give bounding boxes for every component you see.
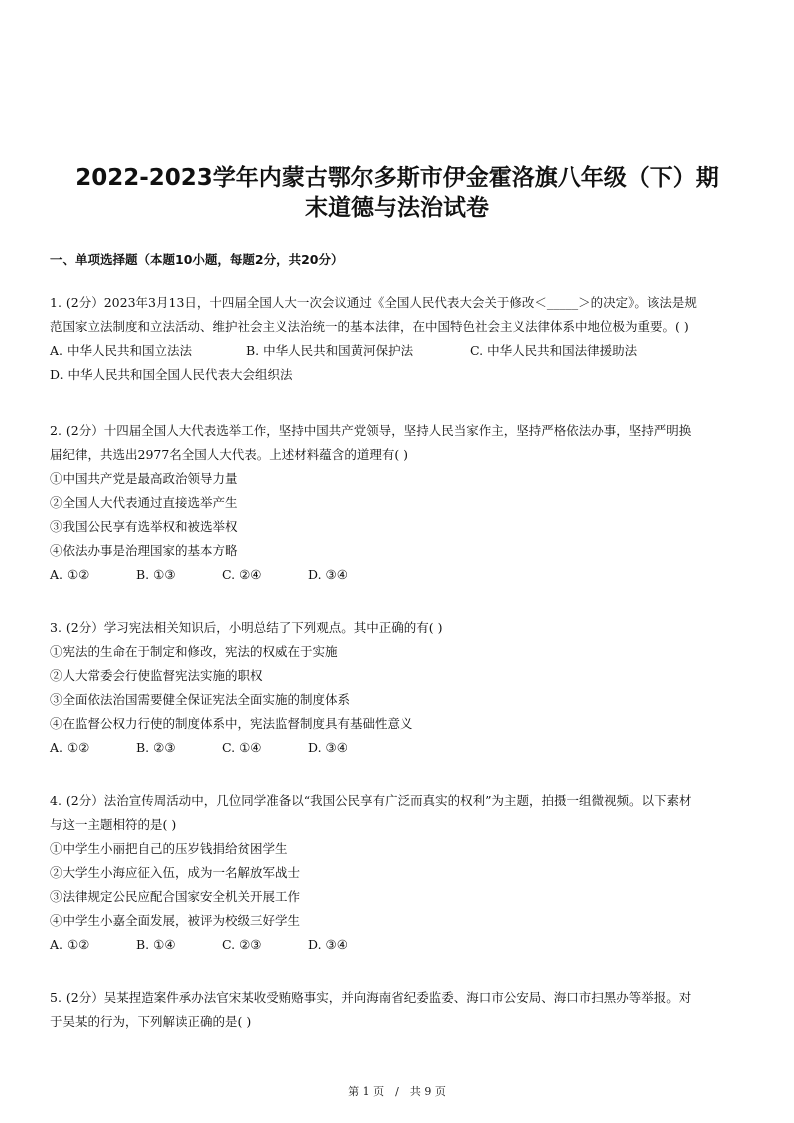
question-3-option-c: C. ①④ [222,740,262,755]
question-4-statement-2: ②大学生小海应征入伍，成为一名解放军战士 [50,865,301,880]
question-2-option-a: A. ①② [50,567,90,582]
question-3-stem-line-1: 3. (2分）学习宪法相关知识后，小明总结了下列观点。其中正确的有( ) [50,620,443,635]
question-4-option-c: C. ②③ [222,937,262,952]
question-3-statement-3: ③全面依法治国需要健全保证宪法全面实施的制度体系 [50,692,351,707]
question-4-stem-line-2: 与这一主题相符的是( ) [50,817,177,832]
question-5-stem-line-2: 于吴某的行为，下列解读正确的是( ) [50,1014,252,1029]
question-2-statement-1: ①中国共产党是最高政治领导力量 [50,471,238,486]
question-4-option-b: B. ①④ [136,937,176,952]
question-1-stem-line-2: 范国家立法制度和立法活动、维护社会主义法治统一的基本法律，在中国特色社会主义法律体系中地位极为重要。( ) [50,319,689,334]
exam-title-line-2: 末道德与法治试卷 [305,195,489,221]
question-4-statement-4: ④中学生小嘉全面发展，被评为校级三好学生 [50,913,301,928]
question-4 [50,789,740,957]
question-3-statement-2: ②人大常委会行使监督宪法实施的职权 [50,668,263,683]
question-1-option-c: C. 中华人民共和国法律援助法 [470,343,638,358]
question-3 [50,616,740,760]
page-number-footer: 第 1 页 / 共 9 页 [348,1085,446,1098]
question-4-statement-3: ③法律规定公民应配合国家安全机关开展工作 [50,889,301,904]
question-1-option-b: B. 中华人民共和国黄河保护法 [246,343,414,358]
question-1-stem-line-1: 1. (2分）2023年3月13日，十四届全国人大一次会议通过《全国人民代表大会关于修改＜_____＞的决定》。该法是规 [50,295,697,310]
question-3-option-a: A. ①② [50,740,90,755]
question-2-statement-2: ②全国人大代表通过直接选举产生 [50,495,238,510]
question-1-option-a: A. 中华人民共和国立法法 [50,343,192,358]
exam-title [40,163,754,223]
question-2-statement-3: ③我国公民享有选举权和被选举权 [50,519,238,534]
question-2-statement-4: ④依法办事是治理国家的基本方略 [50,543,238,558]
question-2-options-row [50,563,740,587]
question-3-options-row [50,736,740,760]
exam-title-line-1: 2022-2023学年内蒙古鄂尔多斯市伊金霍洛旗八年级（下）期 [75,165,719,191]
question-5-stem-line-1: 5. (2分）吴某捏造案件承办法官宋某收受贿赂事实，并向海南省纪委监委、海口市公安局、海口市扫黑办等举报。对 [50,990,692,1005]
question-3-option-d: D. ③④ [308,740,348,755]
question-3-option-b: B. ②③ [136,740,176,755]
question-1-options-row [50,339,740,363]
question-2 [50,419,740,587]
question-2-option-b: B. ①③ [136,567,176,582]
question-2-option-d: D. ③④ [308,567,348,582]
section-heading: 一、单项选择题（本题10小题，每题2分，共20分） [50,252,344,267]
question-3-statement-4: ④在监督公权力行使的制度体系中，宪法监督制度具有基础性意义 [50,716,413,731]
question-4-stem-line-1: 4. (2分）法治宣传周活动中，几位同学准备以“我国公民享有广泛而真实的权利”为主题，拍摄一组微视频。以下素材 [50,793,692,808]
question-2-option-c: C. ②④ [222,567,262,582]
question-4-option-d: D. ③④ [308,937,348,952]
question-2-stem-line-1: 2. (2分）十四届全国人大代表选举工作，坚持中国共产党领导，坚持人民当家作主，坚持严格依法办事，坚持严明换 [50,423,692,438]
question-2-stem-line-2: 届纪律，共选出2977名全国人大代表。上述材料蕴含的道理有( ) [50,447,409,462]
question-1 [50,291,740,387]
question-5 [50,986,740,1034]
question-1-option-d: D. 中华人民共和国全国人民代表大会组织法 [50,367,293,382]
question-4-options-row [50,933,740,957]
question-4-statement-1: ①中学生小丽把自己的压岁钱捐给贫困学生 [50,841,288,856]
question-3-statement-1: ①宪法的生命在于制定和修改，宪法的权威在于实施 [50,644,338,659]
question-1-options-row-2 [50,363,740,387]
question-4-option-a: A. ①② [50,937,90,952]
